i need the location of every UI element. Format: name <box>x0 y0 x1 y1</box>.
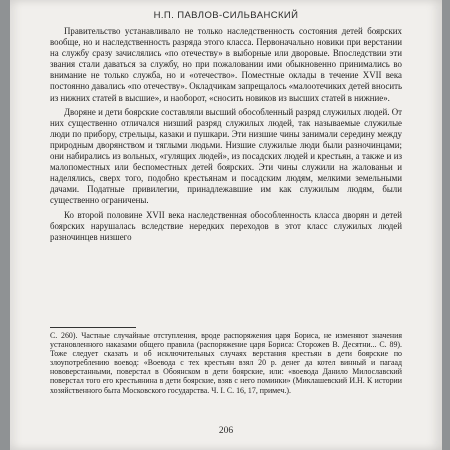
book-page <box>10 0 442 450</box>
paragraph-2: Дворяне и дети боярские составляли высший обособленный разряд служилых людей. От них существенно отличался низший разряд служилых людей, так называемые служилые люди по прибору, стрельцы, казаки и пушкари. Эти низшие чины занимали середину между природным дворянством и тяглыми людьми. Низшие служилые люди были разночинцами; они набирались из вольных, «гулящих людей», из посадских людей и крестьян, а также и из малопоместных или беспоместных детей боярских. Эти чины служили на жалованьи и наделялись, сверх того, подобно крестьянам и посадским людям, мелкими земельными дачами. Податные привилегии, принадлежавшие им как служилым людям, были существенно ограничены. <box>50 106 402 206</box>
paragraph-3: Ко второй половине XVII века наследственная обособленность класса дворян и детей боярских нарушалась вследствие нередких переходов в этот класс служилых людей разночинцев низшего <box>50 209 402 242</box>
main-text <box>50 26 402 326</box>
footnote-separator <box>50 327 136 328</box>
running-header: Н.П. ПАВЛОВ-СИЛЬВАНСКИЙ <box>153 10 299 21</box>
page-number: 206 <box>218 426 234 436</box>
paragraph-1: Правительство устанавливало не только наследственность состояния детей боярских вообще, но и наследственность разряда этого класса. Первоначально новики при верстании на службу сразу зачислялись «по отечеству» в выборные или дворовые. Впоследствии эти звания стали даваться за службу, но при пожаловании ими обыкновенно принимались во внимание не только служба, но и «отечество». Поместные оклады в течение XVII века постоянно давались «по отечеству». Окладчикам запрещалось «малоотечиких детей вносить из нижних статей в высшие», и наоборот, «сносить новиков из высших статей в нижние». <box>50 26 402 103</box>
footnote: С. 260). Частные случайные отступления, вроде распоряжения царя Бориса, не изменяют значения установленного наказами общего правила (распоряжение царя Бориса: Сторожев В. Десятни... С. 89). Тоже следует сказать и об исключительных случаях верстания крестьян в дети боярские по злоупотреблению воевод: «Воевода с тех крестьян взял 20 р. денег да котел винный и пагаад нововерстанными, поверстал в Обоянском в дети боярские, или: «воевода Данило Милославский поверстал того его крестьянина в дети боярские, взяв с него поминки» (Миклашевский И.Н. К истории хозяйственного быта Московского государства. Ч. I. С. 16, 17, примеч.). <box>50 331 402 395</box>
